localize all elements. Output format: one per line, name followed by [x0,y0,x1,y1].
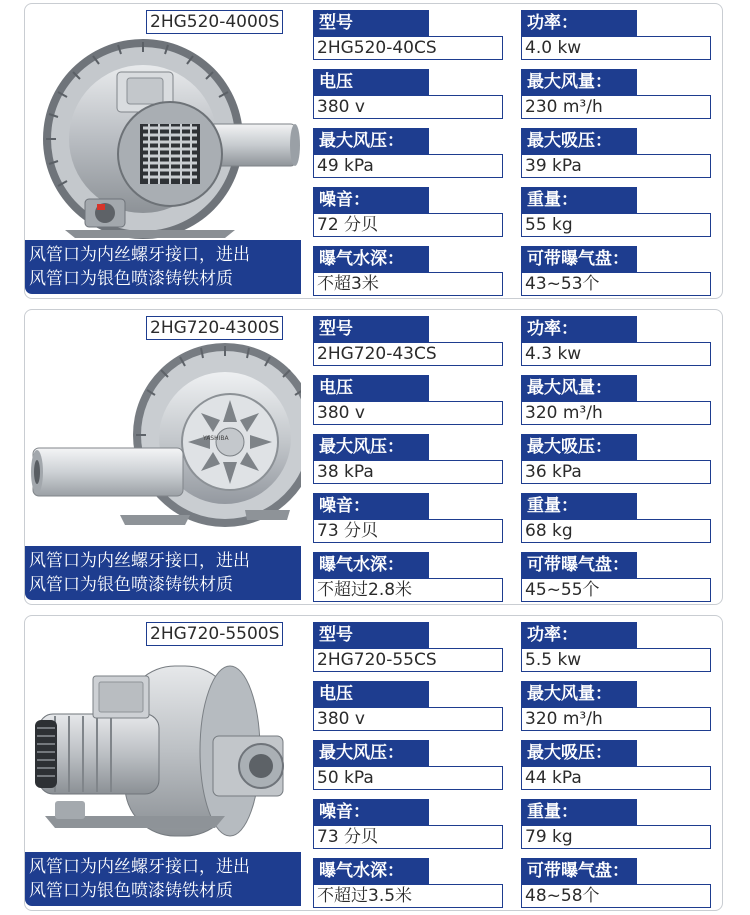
spec-label: 最大风量： [521,681,637,707]
spec-label: 噪音： [313,187,429,213]
spec-weight [521,187,711,237]
spec-value: 2HG720-43CS [313,342,503,366]
spec-label: 型号 [313,622,429,648]
spec-label: 重量： [521,187,637,213]
spec-max-suction [521,434,711,484]
spec-value: 72 分贝 [313,213,503,237]
spec-aeration-discs [521,858,711,908]
spec-value: 45~55个 [521,578,711,602]
spec-power [521,622,711,672]
spec-label: 最大风压： [313,128,429,154]
spec-voltage [313,375,503,425]
material-note [25,852,301,906]
model-tag: 2HG520-4000S [146,10,283,34]
spec-max-pressure [313,128,503,178]
spec-value: 320 m³/h [521,401,711,425]
spec-value: 380 v [313,401,503,425]
spec-value: 380 v [313,707,503,731]
product-card-1 [24,3,723,299]
spec-label: 重量： [521,493,637,519]
spec-label: 曝气水深： [313,552,429,578]
spec-power [521,10,711,60]
spec-value: 68 kg [521,519,711,543]
brand-label: YASHIBA [203,435,229,442]
spec-model [313,316,503,366]
spec-value: 2HG520-40CS [313,36,503,60]
spec-label: 可带曝气盘： [521,246,637,272]
spec-weight [521,493,711,543]
spec-value: 不超3米 [313,272,503,296]
product-card-2 [24,309,723,605]
spec-label: 最大风量： [521,69,637,95]
spec-aeration-depth [313,858,503,908]
spec-value: 230 m³/h [521,95,711,119]
spec-value: 79 kg [521,825,711,849]
spec-model [313,622,503,672]
spec-label: 电压 [313,69,429,95]
spec-voltage [313,681,503,731]
spec-label: 电压 [313,375,429,401]
spec-power [521,316,711,366]
spec-value: 43~53个 [521,272,711,296]
model-tag: 2HG720-5500S [146,622,283,646]
spec-label: 最大吸压： [521,740,637,766]
spec-max-suction [521,740,711,790]
spec-label: 型号 [313,316,429,342]
spec-value: 不超过2.8米 [313,578,503,602]
spec-label: 功率： [521,10,637,36]
spec-max-pressure [313,434,503,484]
spec-value: 2HG720-55CS [313,648,503,672]
spec-label: 可带曝气盘： [521,858,637,884]
spec-value: 73 分贝 [313,519,503,543]
material-note [25,240,301,294]
note-line: 风管口为银色喷漆铸铁材质 [29,269,233,289]
spec-noise [313,187,503,237]
spec-value: 不超过3.5米 [313,884,503,908]
spec-value: 4.0 kw [521,36,711,60]
spec-value: 5.5 kw [521,648,711,672]
spec-max-airflow [521,681,711,731]
spec-value: 44 kPa [521,766,711,790]
spec-model [313,10,503,60]
spec-value: 55 kg [521,213,711,237]
spec-label: 曝气水深： [313,858,429,884]
spec-value: 39 kPa [521,154,711,178]
spec-max-airflow [521,375,711,425]
spec-label: 功率： [521,316,637,342]
product-card-3 [24,615,723,911]
spec-noise [313,493,503,543]
note-line: 风管口为内丝螺牙接口，进出 [29,857,250,877]
spec-weight [521,799,711,849]
model-tag: 2HG720-4300S [146,316,283,340]
spec-value: 38 kPa [313,460,503,484]
spec-label: 最大风压： [313,740,429,766]
spec-max-suction [521,128,711,178]
note-line: 风管口为银色喷漆铸铁材质 [29,881,233,901]
spec-noise [313,799,503,849]
spec-voltage [313,69,503,119]
material-note [25,546,301,600]
spec-label: 最大吸压： [521,434,637,460]
spec-label: 最大风压： [313,434,429,460]
spec-value: 50 kPa [313,766,503,790]
spec-value: 380 v [313,95,503,119]
spec-label: 最大吸压： [521,128,637,154]
spec-label: 重量： [521,799,637,825]
spec-aeration-depth [313,552,503,602]
spec-label: 噪音： [313,799,429,825]
spec-aeration-discs [521,552,711,602]
spec-label: 最大风量： [521,375,637,401]
spec-value: 320 m³/h [521,707,711,731]
spec-value: 36 kPa [521,460,711,484]
spec-max-pressure [313,740,503,790]
note-line: 风管口为内丝螺牙接口，进出 [29,245,250,265]
spec-value: 73 分贝 [313,825,503,849]
spec-label: 噪音： [313,493,429,519]
spec-label: 型号 [313,10,429,36]
note-line: 风管口为银色喷漆铸铁材质 [29,575,233,595]
spec-value: 4.3 kw [521,342,711,366]
spec-label: 可带曝气盘： [521,552,637,578]
spec-label: 曝气水深： [313,246,429,272]
spec-label: 电压 [313,681,429,707]
spec-label: 功率： [521,622,637,648]
spec-value: 48~58个 [521,884,711,908]
note-line: 风管口为内丝螺牙接口，进出 [29,551,250,571]
spec-max-airflow [521,69,711,119]
spec-aeration-depth [313,246,503,296]
spec-value: 49 kPa [313,154,503,178]
spec-aeration-discs [521,246,711,296]
